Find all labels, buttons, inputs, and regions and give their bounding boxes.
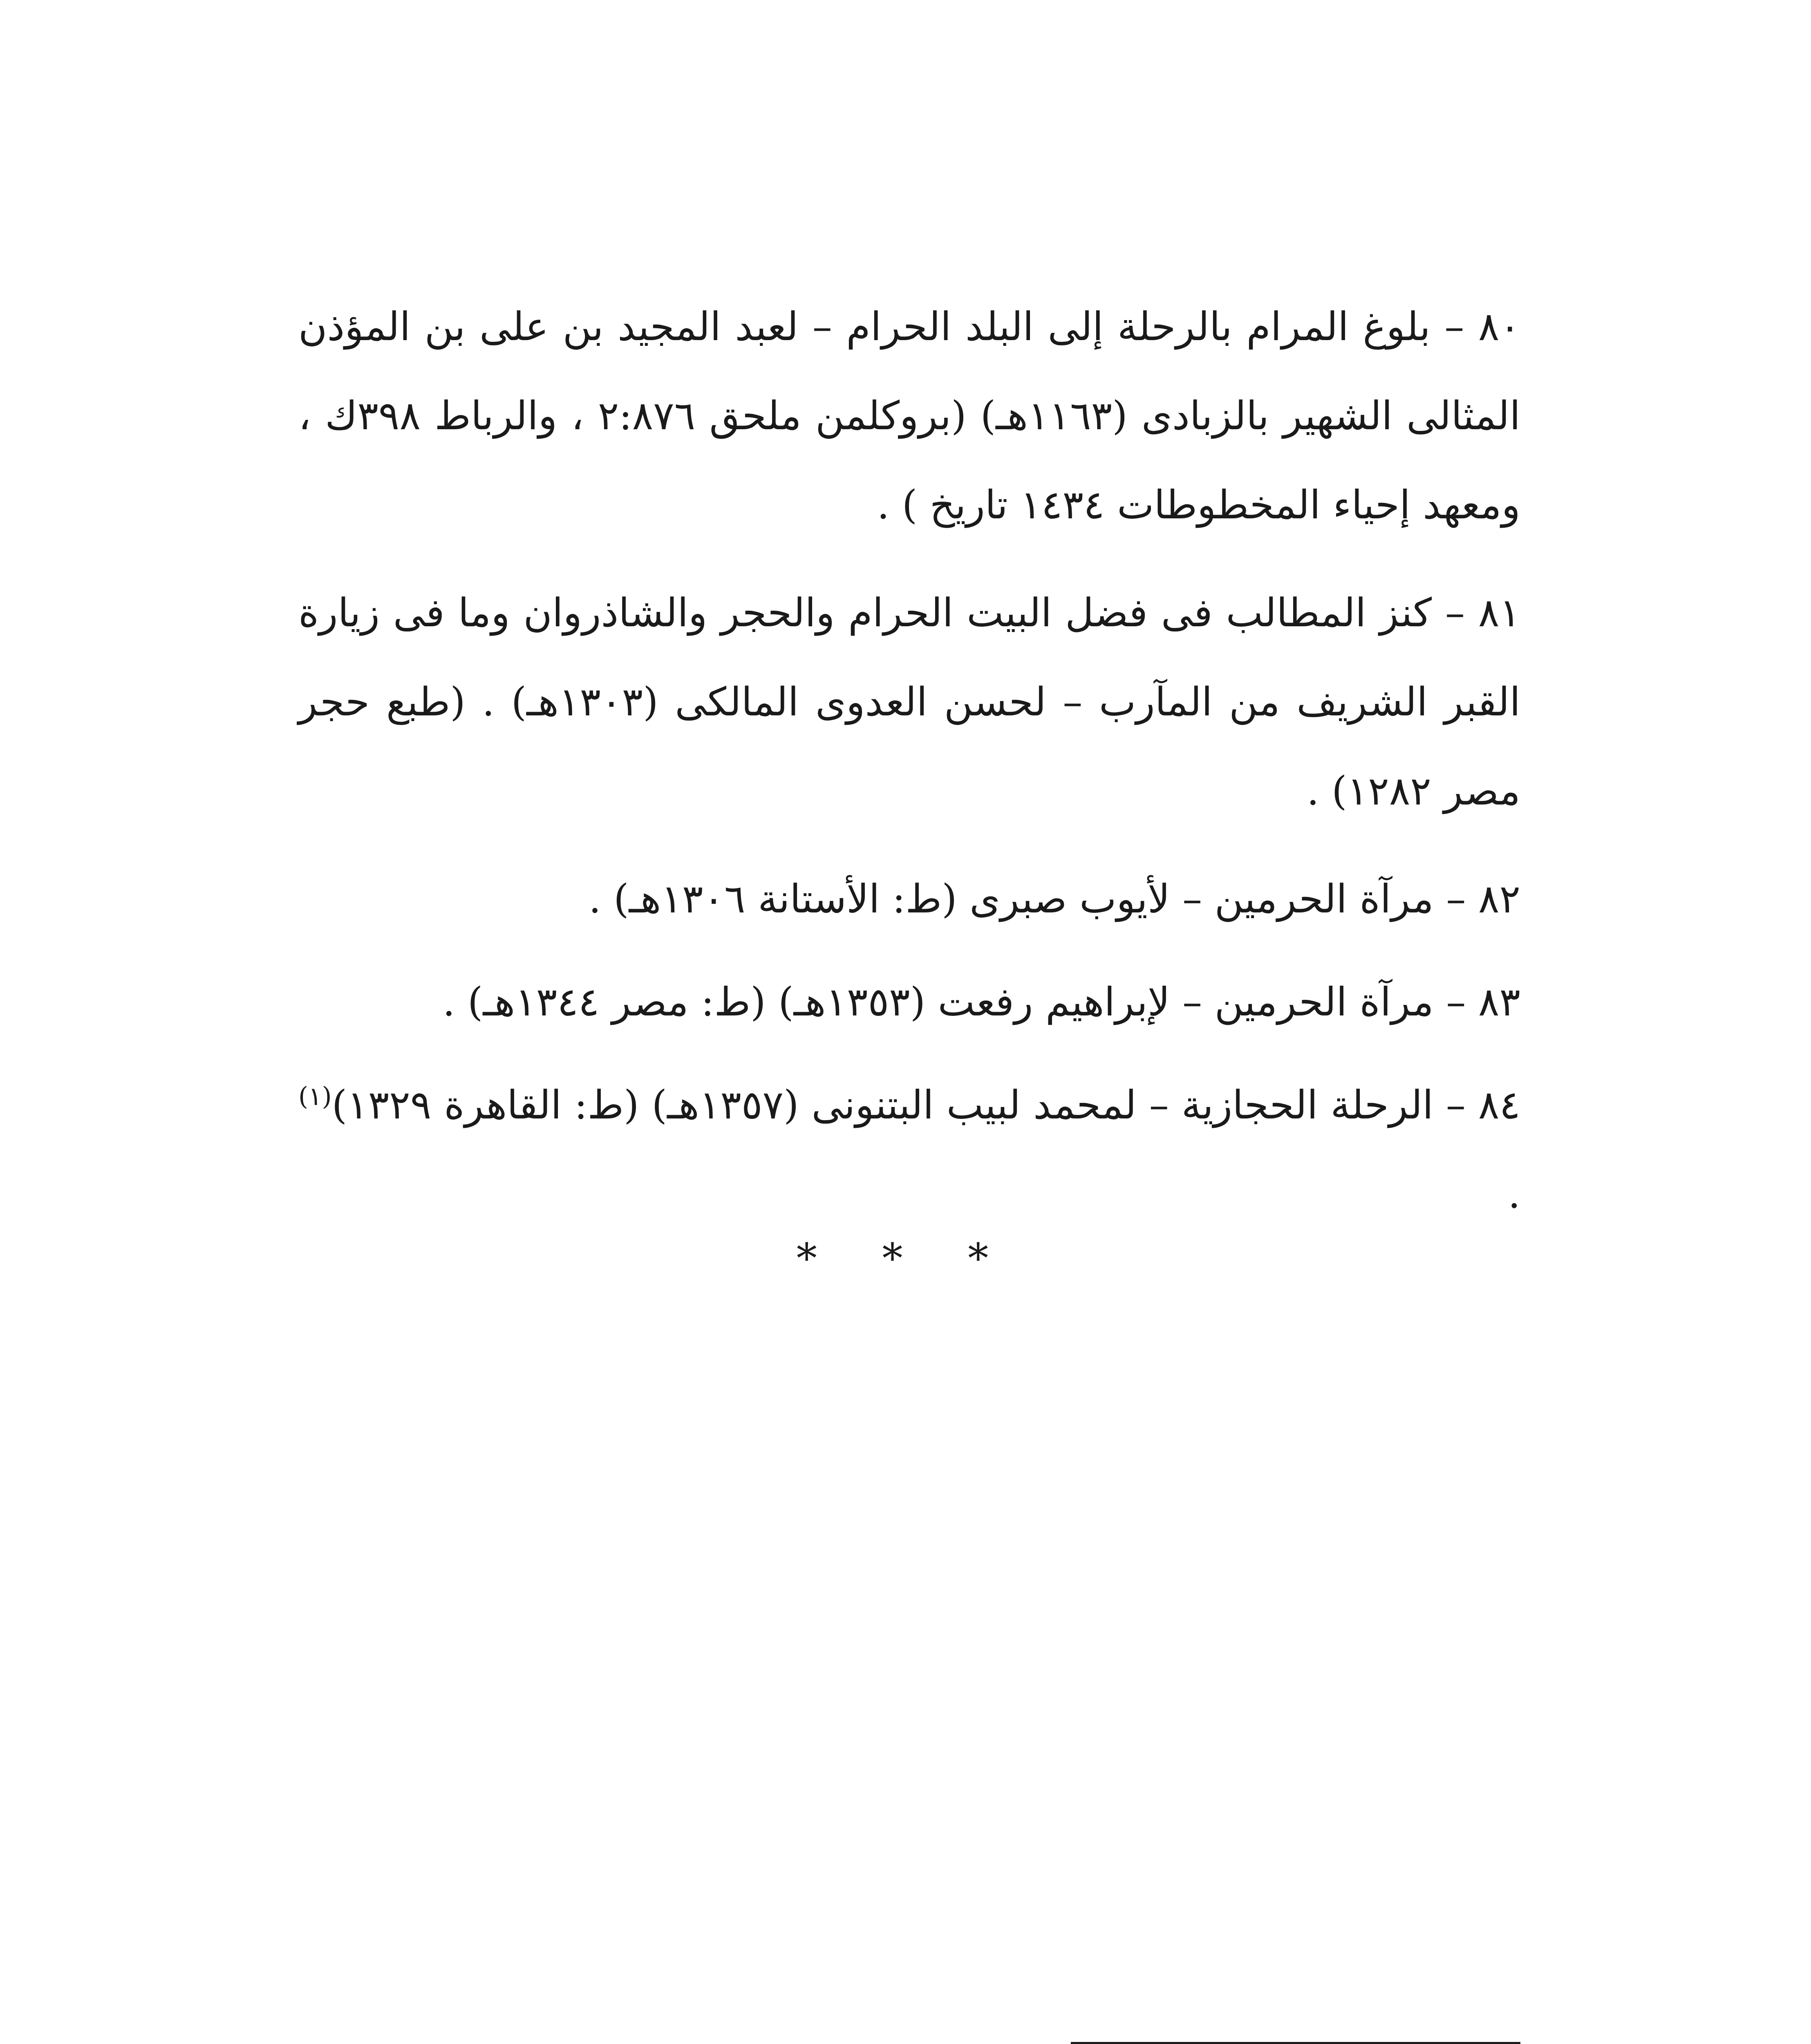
section-separator: * * * <box>796 1235 1015 1282</box>
entry-81: ٨١ – كنز المطالب فى فضل البيت الحرام والحجر والشاذروان وما فى زيارة القبر الشريف من المآرب – لحسن العدوى المالكى (١٣٠٣هـ) . (طبع حجر مصر ١٢٨٢) . <box>298 590 1521 814</box>
entry-84-text: ٨٤ – الرحلة الحجازية – لمحمد لبيب البتنونى (١٣٥٧هـ) (ط: القاهرة ١٣٢٩) <box>331 1082 1521 1128</box>
footnote-reference[interactable]: (١) <box>298 1081 332 1111</box>
bibliography-entries <box>298 282 1520 1257</box>
entry-84-tail: . <box>1508 1171 1520 1217</box>
entry-84 <box>298 1060 1520 1239</box>
footnote-divider <box>1071 2042 1520 2044</box>
entry-82: ٨٢ – مرآة الحرمين – لأيوب صبرى (ط: الأستانة ١٣٠٦هـ) . <box>589 876 1520 922</box>
entry-83: ٨٣ – مرآة الحرمين – لإبراهيم رفعت (١٣٥٣هـ) (ط: مصر ١٣٤٤هـ) . <box>443 979 1520 1025</box>
entry-80: ٨٠ – بلوغ المرام بالرحلة إلى البلد الحرام – لعبد المجيد بن على بن المؤذن المثالى الشهير بالزبادى (١١٦٣هـ) (بروكلمن ملحق ٢:٨٧٦ ، والرباط ٣٩٨ك ، ومعهد إحياء المخطوطات ١٤٣٤ تاريخ ) . <box>298 304 1521 528</box>
